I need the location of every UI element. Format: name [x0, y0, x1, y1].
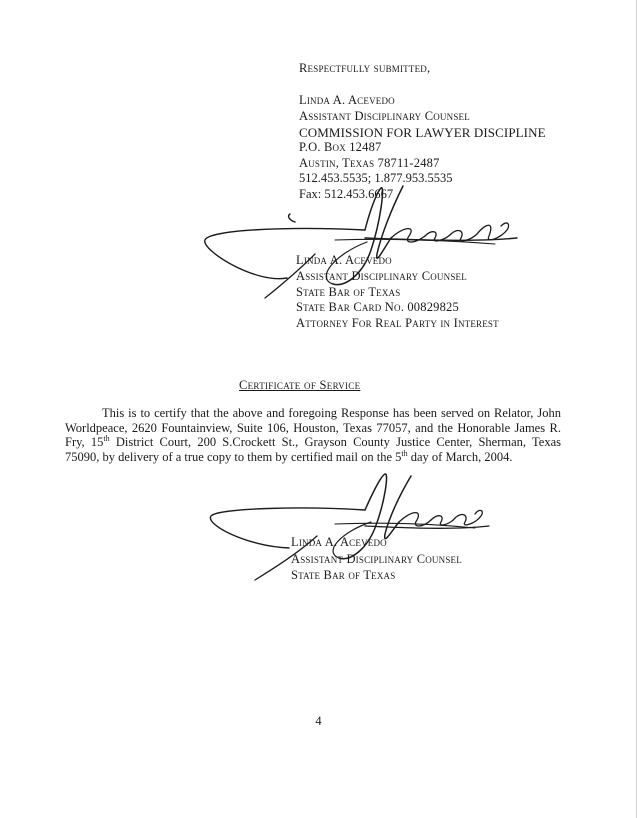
phone-numbers: 512.453.5535; 1.877.953.5535 [299, 171, 453, 185]
ordinal-suffix: th [401, 448, 408, 458]
signer-title: Assistant Disciplinary Counsel [296, 269, 467, 283]
organization-name: COMMISSION FOR LAWYER DISCIPLINE [299, 125, 546, 140]
signer-organization: State Bar of Texas [291, 568, 396, 582]
certificate-body [65, 406, 561, 464]
certificate-text-part2: District Court, 200 S.Crockett St., Grayson County Justice Center, Sherman, Texas 75090, by delivery of a true copy to them by certified mail on the 5 [65, 435, 561, 464]
signer-name: Linda A. Acevedo [296, 253, 392, 267]
city-address: Austin, Texas 78711-2487 [299, 156, 440, 170]
certificate-heading: Certificate of Service [239, 378, 361, 392]
attorney-name: Linda A. Acevedo [299, 93, 395, 107]
signer-title: Assistant Disciplinary Counsel [291, 552, 462, 566]
signer-organization: State Bar of Texas [296, 285, 401, 299]
closing-line: Respectfully submitted, [299, 61, 431, 75]
po-box: P.O. Box 12487 [299, 140, 382, 154]
certificate-text-part3: day of March, 2004. [407, 449, 513, 464]
attorney-role: Attorney For Real Party in Interest [296, 316, 499, 330]
fax-number: Fax: 512.453.6667 [299, 187, 394, 201]
certificate-text-part1: This is to certify that the above and foregoing Response has been served on Relator, John Worldpeace, 2620 Fountainview, Suite 106, Houston, Texas 77057, and the Honorable James R. Fry, 15 [65, 406, 561, 449]
page-number: 4 [315, 714, 322, 728]
ordinal-suffix: th [103, 433, 110, 443]
bar-card-number: State Bar Card No. 00829825 [296, 300, 459, 314]
signer-name: Linda A. Acevedo [291, 535, 387, 549]
attorney-title: Assistant Disciplinary Counsel [299, 109, 470, 123]
